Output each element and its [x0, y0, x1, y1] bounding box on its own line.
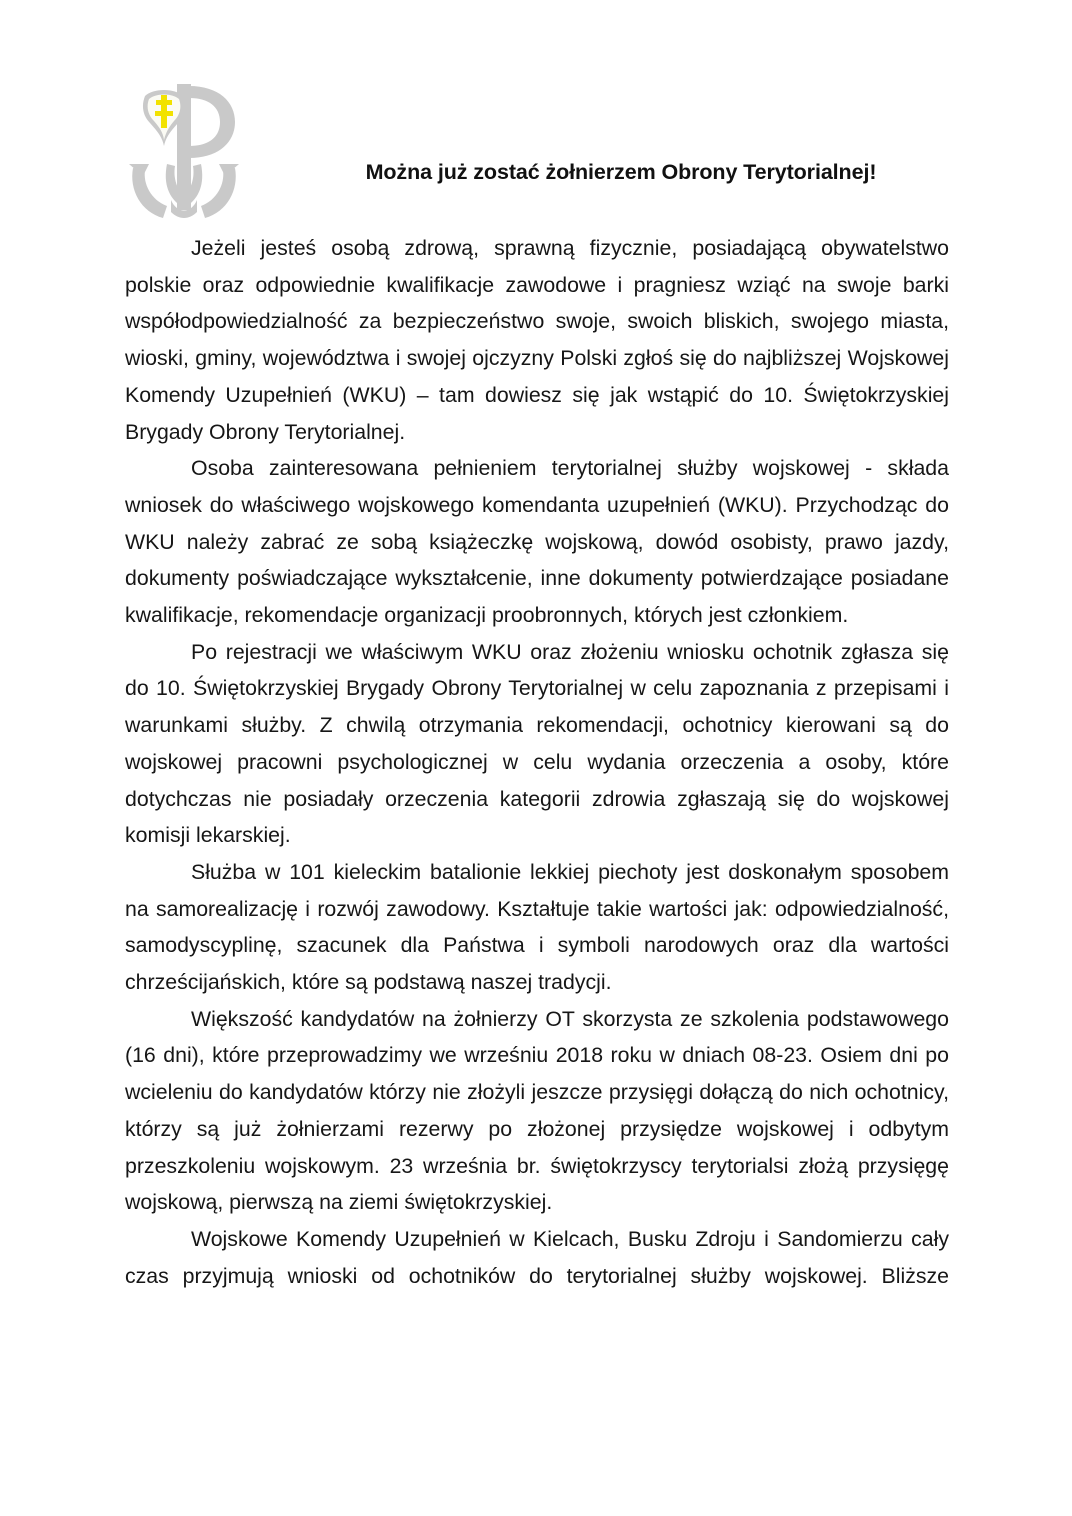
- paragraph-1: Jeżeli jesteś osobą zdrową, sprawną fizycznie, posiadającą obywatelstwo polskie oraz odpowiednie kwalifikacje zawodowe i pragniesz wziąć na swoje barki współodpowiedzialność za bezpieczeństwo swoje, swoich bliskich, swojego miasta, wioski, gminy, województwa i swojej ojczyzny Polski zgłoś się do najbliższej Wojskowej Komendy Uzupełnień (WKU) – tam dowiesz się jak wstąpić do 10. Świętokrzyskiej Brygady Obrony Terytorialnej.: [125, 236, 949, 444]
- paragraph-5: Większość kandydatów na żołnierzy OT skorzysta ze szkolenia podstawowego (16 dni), które przeprowadzimy we wrześniu 2018 roku w dniach 08-23. Osiem dni po wcieleniu do kandydatów którzy nie złożyli jeszcze przysięgi dołączą do nich ochotnicy, którzy są już żołnierzami rezerwy po złożonej przysiędze wojskowej i odbytym przeszkoleniu wojskowym. 23 września br. świętokrzyscy terytorialsi złożą przysięgę wojskową, pierwszą na ziemi świętokrzyskiej.: [125, 1006, 949, 1215]
- page-title: Można już zostać żołnierzem Obrony Terytorialnej!: [365, 160, 877, 184]
- paragraph-6: Wojskowe Komendy Uzupełnień w Kielcach, Busku Zdroju i Sandomierzu cały czas przyjmują wnioski od ochotników do terytorialnej służby wojskowej. Bliższe: [125, 1226, 949, 1288]
- document-body: [125, 230, 949, 1331]
- paragraph-2: Osoba zainteresowana pełnieniem terytorialnej służby wojskowej - składa wniosek do właściwego wojskowego komendanta uzupełnień (WKU). Przychodząc do WKU należy zabrać ze sobą książeczkę wojskową, dowód osobisty, prawo jazdy, dokumenty poświadczające wykształcenie, inne dokumenty potwierdzające posiadane kwalifikacje, rekomendacje organizacji proobronnych, których jest członkiem.: [125, 456, 949, 628]
- document-header: [0, 0, 1072, 225]
- paragraph-4: Służba w 101 kieleckim batalionie lekkiej piechoty jest doskonałym sposobem na samorealizację i rozwój zawodowy. Kształtuje takie wartości jak: odpowiedzialność, samodyscyplinę, szacunek dla Państwa i symboli narodowych oraz dla wartości chrześcijańskich, które są podstawą naszej tradycji.: [125, 859, 949, 995]
- kotwica-fighting-poland-anchor-emblem-icon: [123, 72, 241, 222]
- paragraph-3: Po rejestracji we właściwym WKU oraz złożeniu wniosku ochotnik zgłasza się do 10. Świętokrzyskiej Brygady Obrony Terytorialnej w celu zapoznania z przepisami i warunkami służby. Z chwilą otrzymania rekomendacji, ochotnicy kierowani są do wojskowej pracowni psychologicznej w celu wydania orzeczenia a osoby, które dotychczas nie posiadały orzeczenia kategorii zdrowia zgłaszają się do wojskowej komisji lekarskiej.: [125, 639, 949, 848]
